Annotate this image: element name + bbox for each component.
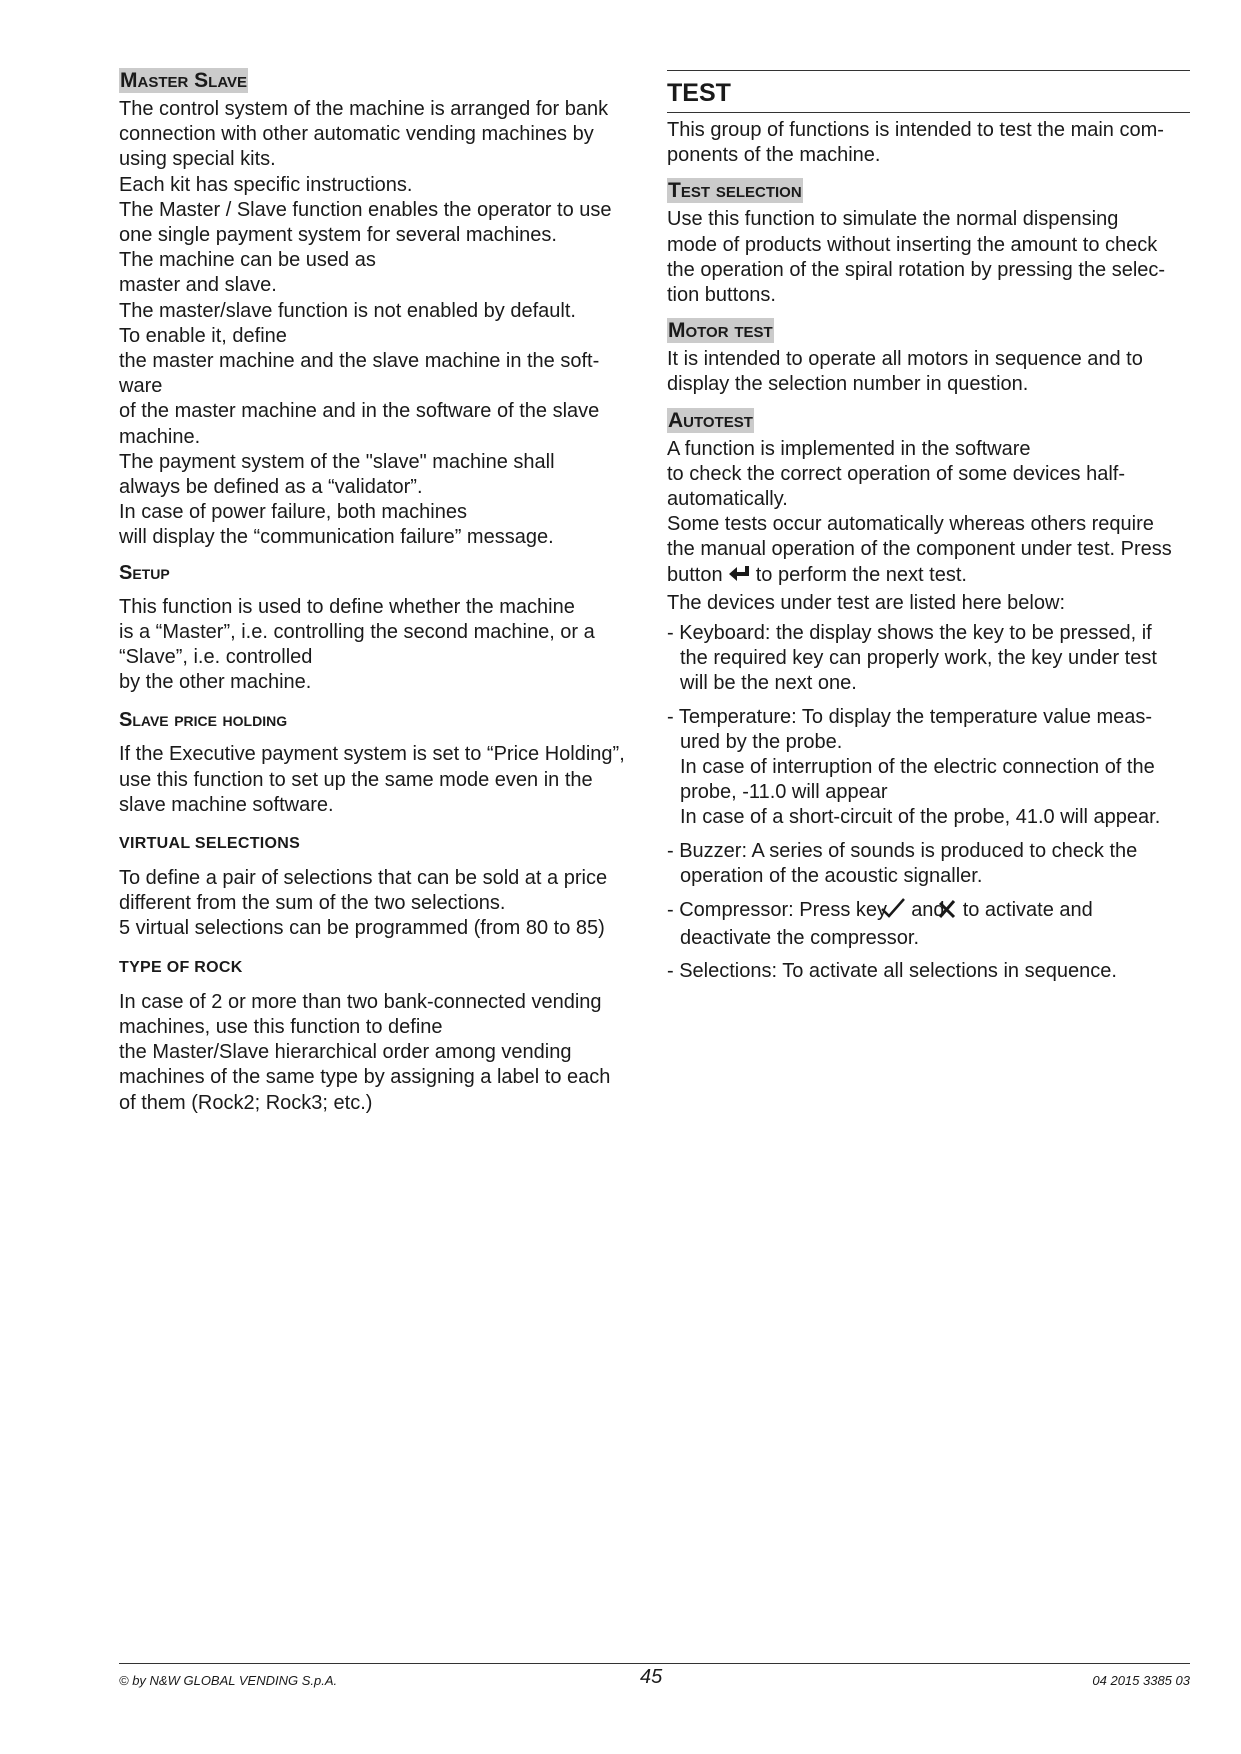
list-item-selections xyxy=(667,959,1190,984)
text-line: The control system of the machine is arranged for bank xyxy=(119,98,609,120)
left-column xyxy=(119,68,639,1116)
check-icon xyxy=(893,897,906,926)
text-line: will be the next one. xyxy=(680,672,857,695)
text-line: It is intended to operate all motors in sequence and to xyxy=(667,348,1143,371)
text-line: is a “Master”, i.e. controlling the second machine, or a xyxy=(119,620,595,643)
text-line: use this function to set up the same mode even in the xyxy=(119,768,593,791)
virtual-selections-body xyxy=(119,866,639,942)
test-body xyxy=(667,118,1190,168)
text-line: machines of the same type by assigning a label to each xyxy=(119,1066,611,1089)
text-line: deactivate the compressor. xyxy=(680,927,920,950)
text-line: probe, -11.0 will appear xyxy=(680,781,888,804)
text-line: In case of 2 or more than two bank-connected vending xyxy=(119,990,602,1013)
setup-body xyxy=(119,595,639,696)
section-bottom-rule xyxy=(667,112,1190,113)
list-item-keyboard xyxy=(667,621,1190,697)
text-line: To define a pair of selections that can be sold at a price xyxy=(119,867,608,890)
footer-rule xyxy=(119,1663,1190,1664)
text-line: master and slave. xyxy=(119,274,277,297)
footer-copyright: © by N&W GLOBAL VENDING S.p.A. xyxy=(119,1673,338,1688)
test-heading: TEST xyxy=(667,79,731,107)
list-item-buzzer xyxy=(667,839,1190,889)
slave-price-heading: Slave price holding xyxy=(119,709,288,732)
list-item: - Buzzer: A series of sounds is produced to check the xyxy=(667,839,1138,862)
text-line: “Slave”, i.e. controlled xyxy=(119,646,313,669)
text-line: using special kits. xyxy=(119,148,276,171)
text-line: machine. xyxy=(119,425,201,448)
text-fragment: - Compressor: Press key xyxy=(667,899,888,922)
text-line: The master/slave function is not enabled by default. xyxy=(119,299,576,322)
text-line: This function is used to define whether the machine xyxy=(119,595,575,618)
text-line: ware xyxy=(119,375,163,398)
motor-test-heading: Motor test xyxy=(668,319,773,343)
list-item xyxy=(667,897,1190,926)
text-line: always be defined as a “validator”. xyxy=(119,476,423,499)
text-fragment: to activate and xyxy=(962,899,1093,922)
text-line: the Master/Slave hierarchical order among vending xyxy=(119,1041,572,1064)
autotest-heading: Autotest xyxy=(668,408,753,432)
virtual-selections-heading: VIRTUAL SELECTIONS xyxy=(119,835,301,853)
text-line: the required key can properly work, the key under test xyxy=(680,647,1157,670)
text-line: A function is implemented in the software xyxy=(667,437,1031,460)
text-line: 5 virtual selections can be programmed (from 80 to 85) xyxy=(119,917,605,940)
text-line: The devices under test are listed here below: xyxy=(667,591,1065,614)
master-slave-body xyxy=(119,97,639,551)
text-line: mode of products without inserting the amount to check xyxy=(667,233,1158,256)
test-selection-heading: Test selection xyxy=(668,179,802,203)
text-line: In case of power failure, both machines xyxy=(119,501,467,524)
text-line: to check the correct operation of some devices half- xyxy=(667,462,1126,485)
text-line: The machine can be used as xyxy=(119,249,376,272)
list-item: - Selections: To activate all selections in sequence. xyxy=(667,960,1117,983)
text-line: Each kit has specific instructions. xyxy=(119,173,413,196)
text-line: the operation of the spiral rotation by pressing the selec- xyxy=(667,258,1166,281)
text-line: will display the “communication failure” message. xyxy=(119,526,554,549)
cross-icon xyxy=(950,899,957,926)
text-line: of the master machine and in the software of the slave xyxy=(119,400,600,423)
text-line: machines, use this function to define xyxy=(119,1015,443,1038)
type-of-rock-body xyxy=(119,990,639,1116)
page-number: 45 xyxy=(640,1666,663,1688)
text-line: Some tests occur automatically whereas others require xyxy=(667,513,1154,536)
text-line: ured by the probe. xyxy=(680,730,843,753)
text-line: connection with other automatic vending machines by xyxy=(119,123,594,146)
text-fragment: and xyxy=(911,899,945,922)
text-line: tion buttons. xyxy=(667,284,776,307)
right-column xyxy=(667,70,1190,985)
list-item-temperature xyxy=(667,705,1190,831)
type-of-rock-heading: TYPE OF ROCK xyxy=(119,958,243,976)
text-line: ponents of the machine. xyxy=(667,144,881,167)
text-line: In case of a short-circuit of the probe, 41.0 will appear. xyxy=(680,806,1161,829)
document-code: 04 2015 3385 03 xyxy=(1092,1673,1190,1688)
list-item: - Temperature: To display the temperature value meas- xyxy=(667,705,1153,728)
setup-heading: Setup xyxy=(119,561,170,584)
text-line: slave machine software. xyxy=(119,793,334,816)
text-line: The Master / Slave function enables the operator to use xyxy=(119,198,612,221)
text-line: by the other machine. xyxy=(119,671,312,694)
text-line: different from the sum of the two selections. xyxy=(119,892,506,915)
text-fragment: to perform the next test. xyxy=(755,563,967,586)
text-line: the manual operation of the component under test. Press xyxy=(667,538,1172,561)
text-line: This group of functions is intended to test the main com- xyxy=(667,119,1164,141)
text-line: Use this function to simulate the normal dispensing xyxy=(667,208,1119,231)
text-line: To enable it, define xyxy=(119,324,287,347)
slave-price-body xyxy=(119,742,639,818)
text-line: operation of the acoustic signaller. xyxy=(680,864,983,887)
list-item-compressor xyxy=(667,897,1190,951)
text-line: In case of interruption of the electric connection of the xyxy=(680,756,1155,779)
text-line: The payment system of the "slave" machine shall xyxy=(119,450,555,473)
text-line: automatically. xyxy=(667,488,788,511)
test-selection-body xyxy=(667,207,1190,308)
enter-key-icon xyxy=(728,564,750,591)
list-item: - Keyboard: the display shows the key to be pressed, if xyxy=(667,622,1152,645)
text-line: display the selection number in question. xyxy=(667,373,1029,396)
text-fragment: button xyxy=(667,563,723,586)
autotest-body xyxy=(667,437,1190,616)
press-button-line xyxy=(667,563,1190,591)
text-line: of them (Rock2; Rock3; etc.) xyxy=(119,1091,373,1114)
text-line: the master machine and the slave machine in the soft- xyxy=(119,350,600,373)
text-line: If the Executive payment system is set to “Price Holding”, xyxy=(119,743,625,766)
master-slave-heading: Master Slave xyxy=(120,69,248,92)
motor-test-body xyxy=(667,347,1190,397)
text-line: one single payment system for several machines. xyxy=(119,224,557,247)
section-top-rule xyxy=(667,70,1190,71)
